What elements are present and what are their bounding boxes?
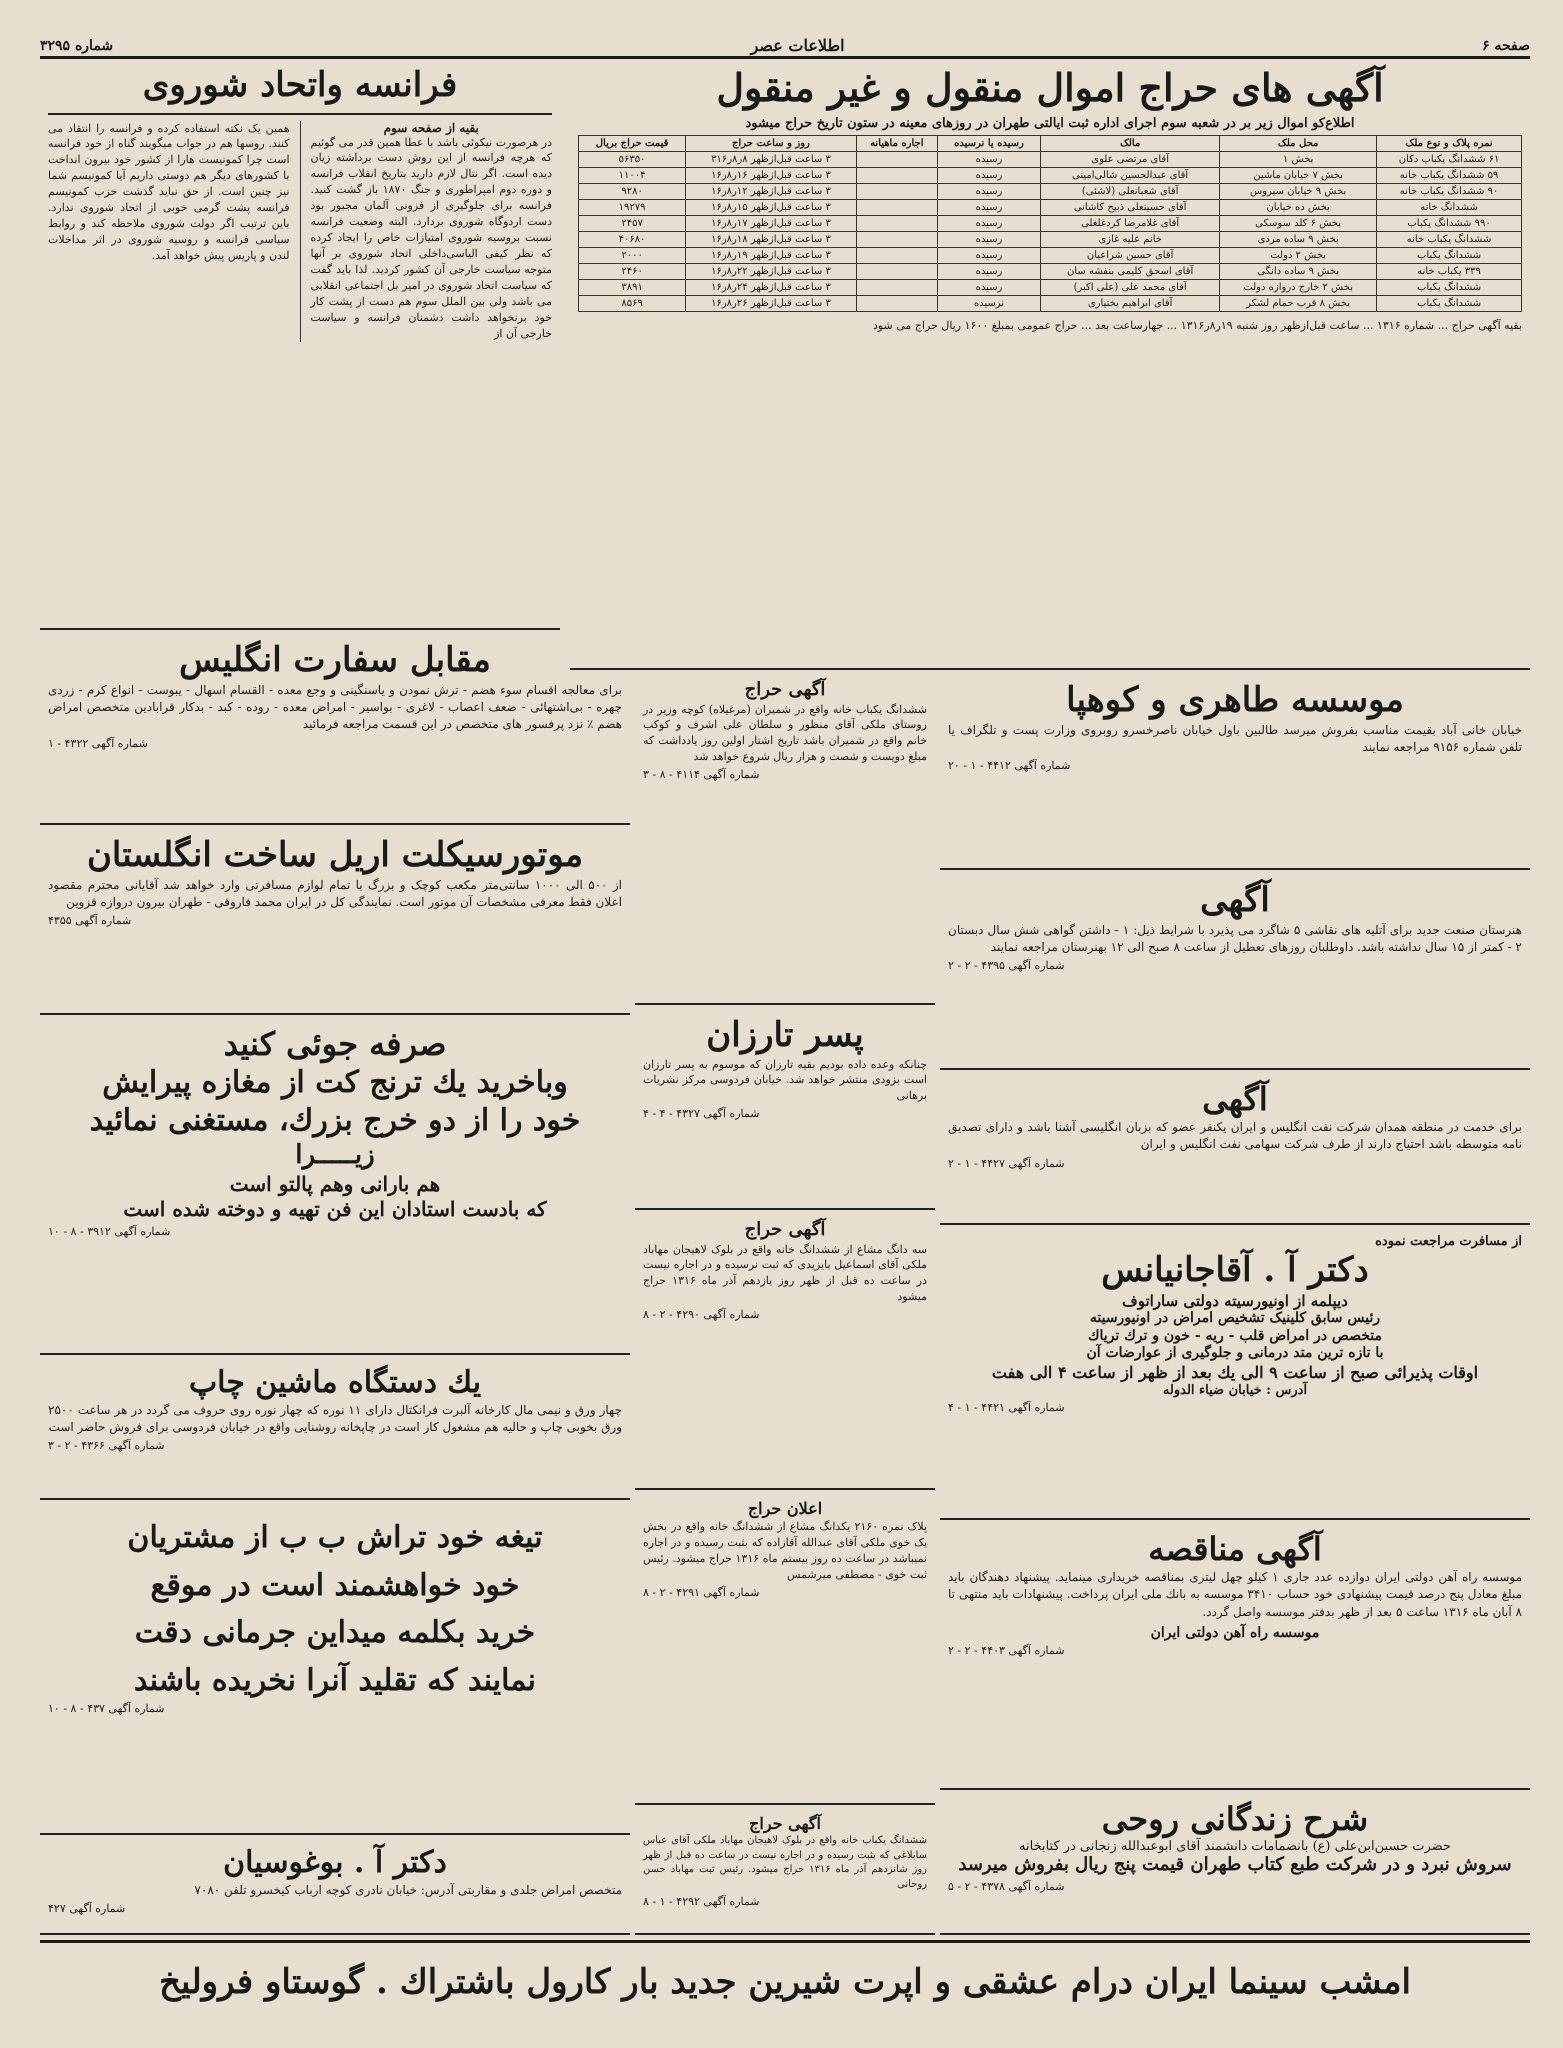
bogosian-ad bbox=[40, 1840, 630, 1935]
tender-num: شماره آگهی ۴۴۰۳ - ۲ - ۲ bbox=[948, 1644, 1065, 1658]
auction-col-header: نمره پلاک و نوع ملک bbox=[1377, 135, 1522, 151]
thrift-l2: وباخرید یك ترنج كت از مغازه پیرایش bbox=[102, 1065, 568, 1100]
doctor-address: آدرس : خیابان ضیاء الدوله bbox=[1162, 1382, 1308, 1398]
bid4-num: شماره آگهی ۴۲۹۲ - ۱ - ۸ bbox=[643, 1895, 760, 1908]
notice2-num: شماره آگهی ۴۴۲۷ - ۱ - ۲ bbox=[948, 1156, 1065, 1170]
table-row bbox=[579, 295, 1522, 311]
bogosian-num: شماره آگهی ۴۲۷ bbox=[48, 1901, 126, 1915]
table-cell: آقای شعبانعلی (لاشئی) bbox=[1041, 183, 1220, 199]
table-cell: ۱۱۰۰۴ bbox=[579, 167, 686, 183]
table-cell: رسیده bbox=[937, 231, 1040, 247]
motorcycle-ad bbox=[40, 830, 630, 1015]
table-cell: خانم علیه غازی bbox=[1041, 231, 1220, 247]
tahri-num: شماره آگهی ۴۴۱۲ - ۱ - ۲۰ bbox=[948, 759, 1071, 773]
table-row bbox=[579, 151, 1522, 167]
tahri-text: خیابان خانی آباد بقیمت مناسب بفروش میرسد طالبین باول خیابان ناصرخسرو روبروی وزارت پست و تلگراف یا تلفن شماره ۹۱۵۶ مراجعه نمایند bbox=[948, 722, 1522, 754]
page-header bbox=[40, 35, 1530, 59]
table-cell bbox=[856, 151, 937, 167]
book-l1: حضرت حسین‌ابن‌علی (ع) بانضمامات دانشمند آقای ابوعبدالله زنجانی در کتابخانه bbox=[1019, 1839, 1451, 1854]
table-cell: آقای اسحق کلیمی بنفشه سان bbox=[1041, 263, 1220, 279]
pills-title: مقابل سفارت انگلیس bbox=[179, 640, 491, 680]
tender-text: موسسه راه آهن دولتی ایران دوازده عدد جاری ۱ کیلو چهل لیتری بمناقصه خریداری مینماید. پیشنهاد دهندگان باید مبلغ معادل پنج درصد قیمت پیشنهادی خود حساب ۳۴۱۰ موسسه به بانك ملی ایران پرداخت. پیشنهادات باید منتهی تا ۸ آبان ماه ۱۳۱۶ ساعت ۵ بعد از ظهر بدفتر موسسه واصل گردد. bbox=[948, 1570, 1523, 1619]
table-row bbox=[579, 183, 1522, 199]
blade-l3: خرید بکلمه میداین جرمانی دقت bbox=[134, 1615, 536, 1650]
auction-sub: اطلاع‌کو اموال زیر بر در شعبه سوم اجرای اداره ثبت ایالتی طهران در روزهای معینه در ستون تاریخ حراج میشود bbox=[745, 115, 1355, 131]
bid3-title: اعلان حراج bbox=[747, 1499, 823, 1518]
moto-num: شماره آگهی ۴۳۵۵ bbox=[48, 914, 132, 928]
auction-ad-2 bbox=[635, 1215, 935, 1490]
table-cell: ۶۱ ششدانگ یکباب دکان bbox=[1377, 151, 1522, 167]
table-cell: ششدانگ یکباب bbox=[1377, 279, 1522, 295]
doctor-l2: رئیس سابق کلینیک تشخیص امراض در اونیورسیته bbox=[1089, 1310, 1381, 1327]
table-cell: ششدانگ یکباب خانه bbox=[1377, 231, 1522, 247]
table-cell bbox=[856, 295, 937, 311]
thrift-ad bbox=[40, 1020, 630, 1355]
tender-ad bbox=[940, 1525, 1530, 1790]
printing-text: چهار ورق و نیمی مال کارخانه آلبرت فرانکتال دارای ۱۱ نوره که چهار نوره روی حروف می گردد در هر ساعت ۲۵۰۰ ورق بخوبی چاپ و حالیه هم مشغول کار است در چاپخانه روشنایی واقع در خیابان فردوسی برای فروش حاضر است bbox=[48, 1402, 622, 1434]
table-cell bbox=[856, 263, 937, 279]
table-cell: رسیده bbox=[937, 151, 1040, 167]
thrift-l3: خود را از دو خرج بزرك، مستغنی نمائید bbox=[89, 1102, 581, 1138]
blade-num: شماره آگهی ۴۳۷ - ۸ - ۱۰ bbox=[48, 1702, 165, 1715]
table-cell: بخش ۹ خیابان سیروس bbox=[1220, 183, 1377, 199]
table-cell: ۳ ساعت قبل‌ازظهر ۸ر۸ر۳۱۶ bbox=[686, 151, 856, 167]
table-cell: ۵۹ ششدانگ یکباب خانه bbox=[1377, 167, 1522, 183]
bogosian-text: متخصص امراض جلدی و مقاربتی آدرس: خیابان نادری کوچه ارباب کیخسرو تلفن ۷۰۸۰ bbox=[194, 1882, 622, 1897]
bid1-text: ششدانگ یکباب خانه واقع در شمیران (مرغیلاه) کوچه وزیر در روستای ملکی آقای منظور و سلطان علی اشرف و کوکب خانم واقع در شمیران باشد تاریخ اشتار اولین روز یادداشت که مبلغ دویست و شصت و هزار ریال شروع خواهد شد bbox=[643, 702, 927, 764]
auction-title: آگهی های حراج اموال منقول و غیر منقول bbox=[716, 65, 1384, 110]
table-cell: ۳ ساعت قبل‌ازظهر ۱۸ر۸ر۱۶ bbox=[686, 231, 856, 247]
doctor-title: دکتر آ . آقاجانیانس bbox=[1101, 1250, 1369, 1290]
auction-col-header: اجاره ماهیانه bbox=[856, 135, 937, 151]
moto-text: از ۵۰۰ الی ۱۰۰۰ سانتی‌متر مکعب کوچک و بزرگ با تمام لوازم مسافرتی وارد خواهد شد آقایانی محترم مقصود اعلان فقط معرفی مشخصات آن موتور است. نمایندگی کل در ایران محمد فاروقی - طهران بیرون دروازه قزوین bbox=[48, 877, 623, 909]
table-cell: ۳ ساعت قبل‌ازظهر ۲۲ر۸ر۱۶ bbox=[686, 263, 856, 279]
auction-table bbox=[578, 135, 1522, 312]
auction-col-header: رسیده یا نرسیده bbox=[937, 135, 1040, 151]
table-row bbox=[579, 199, 1522, 215]
table-cell: آقای محمد علی (علی اکبر) bbox=[1041, 279, 1220, 295]
table-cell bbox=[856, 167, 937, 183]
bid3-text: پلاک نمره ۲۱۶۰ یکدانگ مشاع از ششدانگ خانه واقع در بخش یک خوی ملکی آقای عبدالله آقازاده که بثبت رسیده و در اجاره نمیباشد در ساعت ده روز بیستم ماه ۱۳۱۶ حراج میشود. رئیس ثبت خوی - مصطفی میرشمس bbox=[643, 1520, 928, 1581]
table-cell: ششدانگ یکباب bbox=[1377, 295, 1522, 311]
tender-title: آگهی مناقصه bbox=[1148, 1530, 1322, 1568]
table-cell: ۸۵۶۹ bbox=[579, 295, 686, 311]
doctor-num: شماره آگهی ۴۴۲۱ - ۱ - ۴ bbox=[948, 1400, 1065, 1414]
tarzan-ad bbox=[635, 1010, 935, 1210]
table-row bbox=[579, 247, 1522, 263]
notice2-title: آگهی bbox=[1202, 1080, 1268, 1118]
doctor-l3: متخصص در امراض قلب - ریه - خون و ترك تریاك bbox=[1088, 1327, 1382, 1344]
blade-l4: نمایند که تقلید آنرا نخریده باشند bbox=[134, 1662, 536, 1698]
bid1-num: شماره آگهی ۴۱۱۴ - ۸ - ۳ bbox=[643, 768, 760, 782]
auction-ad-4 bbox=[635, 1810, 935, 1935]
auction-col-header: محل ملک bbox=[1220, 135, 1377, 151]
table-cell bbox=[856, 183, 937, 199]
newspaper-page bbox=[40, 36, 1530, 2020]
bogosian-title: دکتر آ . بوغوسیان bbox=[223, 1845, 447, 1880]
blade-ad bbox=[40, 1505, 630, 1835]
table-cell: ۳ ساعت قبل‌ازظهر ۱۶ر۸ر۱۶ bbox=[686, 167, 856, 183]
table-cell: ۳ ساعت قبل‌ازظهر ۲۶ر۸ر۱۶ bbox=[686, 295, 856, 311]
auction-notice bbox=[570, 60, 1530, 670]
blade-l2: خود خواهشمند است در موقع bbox=[150, 1567, 520, 1603]
table-cell: رسیده bbox=[937, 263, 1040, 279]
table-cell: ۴۰۶۸۰ bbox=[579, 231, 686, 247]
table-row bbox=[579, 279, 1522, 295]
table-cell: بخش ۷ خیابان ماشین bbox=[1220, 167, 1377, 183]
table-row bbox=[579, 167, 1522, 183]
france-title: فرانسه واتحاد شوروی bbox=[48, 64, 552, 115]
auction-col-header: روز و ساعت حراج bbox=[686, 135, 856, 151]
table-cell: ۳ ساعت قبل‌ازظهر ۱۷ر۸ر۱۶ bbox=[686, 215, 856, 231]
notice1-num: شماره آگهی ۴۳۹۵ - ۲ - ۲ bbox=[948, 959, 1065, 973]
doctor-pre: از مسافرت مراجعت نموده bbox=[1375, 1234, 1522, 1249]
thrift-l5: هم بارانی وهم پالتو است bbox=[229, 1171, 441, 1196]
blade-l1: تیغه خود تراش ب ب از مشتریان bbox=[127, 1520, 543, 1555]
notice-ad-1 bbox=[940, 875, 1530, 1070]
table-cell: ۳ ساعت قبل‌ازظهر ۱۲ر۸ر۱۶ bbox=[686, 183, 856, 199]
thrift-num: شماره آگهی ۳۹۱۲ - ۸ - ۱۰ bbox=[48, 1224, 171, 1238]
table-cell: ۲۰۰۰ bbox=[579, 247, 686, 263]
bid1-title: آگهی حراج bbox=[744, 679, 826, 700]
table-cell: ۱۹۲۷۹ bbox=[579, 199, 686, 215]
pills-ad bbox=[40, 635, 630, 825]
bid3-num: شماره آگهی ۴۲۹۱ - ۲ - ۸ bbox=[643, 1585, 760, 1599]
table-cell: ۲۴۵۷ bbox=[579, 215, 686, 231]
table-cell: رسیده bbox=[937, 215, 1040, 231]
table-cell: بخش ۲ دولت bbox=[1220, 247, 1377, 263]
table-cell: آقای عبدالحسین شالی‌امینی bbox=[1041, 167, 1220, 183]
bid4-text: ششدانگ یکباب خانه واقع در بلوک لاهیجان مهاباد ملکی آقای عباس سابلاغی که بثبت رسیده و در اجاره نیست در ساعت ده قبل از ظهر روز شانزدهم آذر ماه ۱۳۱۶ حراج میشود. رئیس ثبت مهاباد حسن روحانی bbox=[643, 1835, 928, 1890]
table-cell: نرسیده bbox=[937, 295, 1040, 311]
table-cell: آقای مرتضی علوی bbox=[1041, 151, 1220, 167]
notice-ad-2 bbox=[940, 1075, 1530, 1225]
book-ad bbox=[940, 1795, 1530, 1935]
table-cell: بخش ۱ bbox=[1220, 151, 1377, 167]
table-cell: ششدانگ یکباب bbox=[1377, 247, 1522, 263]
auction-note: بقیه آگهی حراج ... شماره ۱۳۱۶ ... ساعت قبل‌ازظهر روز شنبه ۱۹ر۸ر۱۳۱۶ ... جهارساعت بعد ... حراج عمومی بمبلغ ۱۶۰۰ ریال حراج می شود bbox=[872, 318, 1522, 332]
table-cell: ۹۲۸۰ bbox=[579, 183, 686, 199]
issue-number: شماره ۳۲۹۵ bbox=[40, 37, 114, 54]
table-cell: ۹۹۰ ششدانگ یکباب bbox=[1377, 215, 1522, 231]
pills-num: شماره آگهی ۴۳۲۲ - ۱ bbox=[48, 736, 148, 750]
table-cell: رسیده bbox=[937, 247, 1040, 263]
thrift-l6: که بادست استادان این فن تهیه و دوخته شده است bbox=[123, 1196, 547, 1221]
printing-num: شماره آگهی ۴۳۶۶ - ۲ - ۳ bbox=[48, 1439, 165, 1453]
table-cell: ۳۳۹ یکباب خانه bbox=[1377, 263, 1522, 279]
doctor-l5: اوقات پذیرائی صبح از ساعت ۹ الی یك بعد از ظهر از ساعت ۴ الی هفت bbox=[991, 1362, 1479, 1382]
table-cell: ۲۴۶۰ bbox=[579, 263, 686, 279]
table-cell: ۳ ساعت قبل‌ازظهر ۱۹ر۸ر۱۶ bbox=[686, 247, 856, 263]
table-cell bbox=[856, 215, 937, 231]
table-cell: ۵۶۳۵۰ bbox=[579, 151, 686, 167]
france-article bbox=[40, 60, 560, 630]
table-cell: بخش ده خیابان bbox=[1220, 199, 1377, 215]
tender-sig: موسسه راه آهن دولتی ایران bbox=[1150, 1625, 1320, 1642]
bid2-num: شماره آگهی ۴۲۹۰ - ۲ - ۸ bbox=[643, 1308, 760, 1322]
table-cell: ۳ ساعت قبل‌ازظهر ۲۴ر۸ر۱۶ bbox=[686, 279, 856, 295]
notice1-title: آگهی bbox=[1200, 880, 1270, 920]
notice2-text: برای خدمت در منطقه همدان شرکت نفت انگلیس و ایران یکنفر عضو که بزبان انگلیسی آشنا باشد و دارای تصدیق نامه متوسطه باشد احتیاج دارند از طرف شرکت سهامی نفت انگلیس و ایران bbox=[948, 1120, 1522, 1152]
book-l2: سروش نبرد و در شرکت طبع کتاب طهران قیمت پنج ریال بفروش میرسد bbox=[958, 1854, 1512, 1875]
book-num: شماره آگهی ۴۳۷۸ - ۲ - ۵ bbox=[948, 1879, 1065, 1893]
cinema-banner: امشب سینما ایران درام عشقی و اپرت شیرین جدید بار کارول باشتراك . گوستاو فرولیخ bbox=[40, 1940, 1530, 2020]
france-col1: در هرصورت نیکوئی باشد با عطا همین قدر می گوئیم که هرچه فرانسه از این روش دست برداشته زیان دیده است. اگر نتال لازم دارید بتاریخ انقلاب فرانسه و دوره دوم امپراطوری و جنگ ۱۸۷۰ باز گشت کنید. فرانسه برای جلوگیری از فزونی آلمان مجبور بود دست اردوگاه شوروی بردارد. البته وضعیت فرانسه نسبت بروسیه شوروی امتیازات خاص را ایجاد کرده که نظر کیفی الیاسی‌داخلی اتحاد شوروی بر آنها متوجه سیاست خارجی آن کشور کردید. لذا باید گفت که سیاست اتحاد شوروی در امیر بل اجتماعی انقلابی می باشد ولی بین الملل سوم هم دست از پشت کار خود برنخواهد داشت دشمنان فرانسه و سیاست خارجی آن از bbox=[310, 135, 552, 340]
table-cell bbox=[856, 231, 937, 247]
thrift-l1: صرفه جوئی کنید bbox=[223, 1025, 447, 1063]
table-cell: بخش ۸ قرب حمام لشکر bbox=[1220, 295, 1377, 311]
auction-ad-3 bbox=[635, 1495, 935, 1805]
moto-title: موتورسیکلت اریل ساخت انگلستان bbox=[86, 835, 584, 875]
bid2-title: آگهی حراج bbox=[744, 1219, 826, 1240]
page-number: صفحه ۶ bbox=[1482, 37, 1530, 54]
table-row bbox=[579, 231, 1522, 247]
table-cell: بخش ۹ ساده دانگی bbox=[1220, 263, 1377, 279]
doctor-l1: دیپلمه از اونیورسیته دولتی ساراتوف bbox=[1122, 1291, 1348, 1310]
table-cell: رسیده bbox=[937, 183, 1040, 199]
table-cell: آقای حسین شراعیان bbox=[1041, 247, 1220, 263]
table-cell: آقای ابراهیم بختیاری bbox=[1041, 295, 1220, 311]
table-cell: آقای حسینعلی ذبیح کاشانی bbox=[1041, 199, 1220, 215]
printing-ad bbox=[40, 1360, 630, 1500]
doctor-ad bbox=[940, 1230, 1530, 1520]
doctor-l4: با تازه ترین متد درمانی و جلوگیری از عوارضات آن bbox=[1086, 1345, 1384, 1362]
table-row bbox=[579, 263, 1522, 279]
auction-ad-1 bbox=[635, 675, 935, 1005]
table-cell: ششدانگ خانه bbox=[1377, 199, 1522, 215]
tarzan-title: پسر تارزان bbox=[706, 1015, 864, 1055]
notice1-text: هنرستان صنعت جدید برای آتلیه های نقاشی ۵ شاگرد می پذیرد با شرایط ذیل: ۱ - داشتن گواهی شش سال دبستان ۲ - کمتر از ۱۵ سال نداشته باشد. داوطلبان روزهای تعطیل از ساعت ۸ صبح الی ۱۲ بهنرستان مراجعه نمایند bbox=[948, 922, 1523, 954]
pills-text: برای معالجه اقسام سوء هضم - ترش نمودن و یاسنگینی و وجع معده - القسام اسهال - یبوست - انواع کرم - زردی چهره - بی‌اشتهائی - ضعف اعصاب - لاغری - بواسیر - امراض معده - روده - کبد - بدکار قرابادین متخصص امراض هضم ٪ نزد پرفسور های متخصص در این قسمت مراجعه فرمائید bbox=[48, 682, 622, 732]
table-cell bbox=[856, 247, 937, 263]
thrift-l4: زيـــــرا bbox=[295, 1140, 375, 1170]
bid4-title: آگهی حراج bbox=[749, 1814, 821, 1833]
table-cell: بخش ۶ کلد سوسکی bbox=[1220, 215, 1377, 231]
auction-col-header: مالک bbox=[1041, 135, 1220, 151]
tahri-title: موسسه طاهری و کوهپا bbox=[1066, 680, 1404, 720]
table-cell: ۹۰ ششدانگ یکباب خانه bbox=[1377, 183, 1522, 199]
bid2-text: سه دانگ مشاع از ششدانگ خانه واقع در بلوک لاهیجان مهاباد ملکی آقای اسماعیل بایزیدی که ثبت نرسیده و در اجاره نیست در ساعت ده قبل از ظهر روز یازدهم آذر ماه ۱۳۱۶ حراج میشود bbox=[643, 1242, 927, 1304]
table-cell: ۳ ساعت قبل‌ازظهر ۱۵ر۸ر۱۶ bbox=[686, 199, 856, 215]
table-cell: ۳۸۹۱ bbox=[579, 279, 686, 295]
paper-name: اطلاعات عصر bbox=[750, 36, 845, 55]
france-continued: بقیه از صفحه سوم bbox=[383, 120, 479, 135]
book-title: شرح زندگانی روحی bbox=[1101, 1800, 1369, 1838]
tahri-ad bbox=[940, 675, 1530, 870]
table-cell: بخش ۲ خارج دروازه دولت bbox=[1220, 279, 1377, 295]
france-col2: همین یک نکته استفاده کرده و فرانسه را انتقاد می کنند. روسها هم در جواب میگویند گناه از خود فرانسه است چرا کمونیست هارا از کشور خود بیرون انداخت با کشورهای دیگر هم دوستی داریم آیا کمونیسم شما نیز چنین است. از حق نباید گذشت حزب کمونیسم فرانسه پشت گرمی خوبی از اتحاد شوروی ندارد. باین ترتیب اگر دولت شوروی ملاحظه کند و روابط سیاسی فرانسه و روسیه شوروی در اثر مداخلات لندن و پاریس پیش خواهد آمد. bbox=[48, 121, 290, 262]
table-cell: رسیده bbox=[937, 199, 1040, 215]
table-cell bbox=[856, 279, 937, 295]
auction-col-header: قیمت حراج بریال bbox=[579, 135, 686, 151]
table-cell: رسیده bbox=[937, 167, 1040, 183]
table-cell: بخش ۹ ساده مردی bbox=[1220, 231, 1377, 247]
printing-title: یك دستگاه ماشین چاپ bbox=[188, 1365, 482, 1400]
table-cell: رسیده bbox=[937, 279, 1040, 295]
table-row bbox=[579, 215, 1522, 231]
tarzan-num: شماره آگهی ۴۳۲۷ - ۴ - ۴ bbox=[643, 1107, 760, 1121]
table-cell bbox=[856, 199, 937, 215]
table-cell: آقای غلامرضا کردغلغلی bbox=[1041, 215, 1220, 231]
tarzan-text: چنانکه وعده داده بودیم بقیه تارزان که موسوم به پسر تارزان است بزودی منتشر خواهد شد. خیابان فردوسی مرکز نشریات برهانی bbox=[643, 1057, 927, 1103]
